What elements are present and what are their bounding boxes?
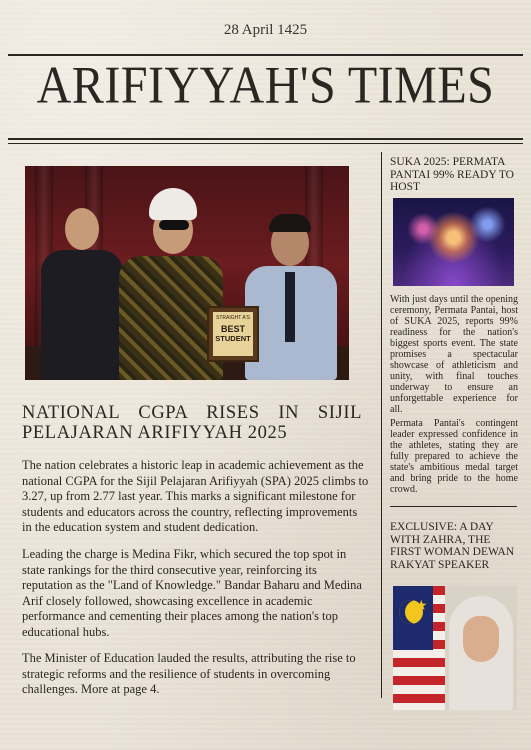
main-paragraph-1: The nation celebrates a historic leap in academic achievement as the national CGPA for the Sijil Pelajaran Arifiyyah (SPA) 2025 climbs to 3.27, up from 2.77 last year. This marks a significant milestone for students and educators across the country, reflecting improvements in the education system and student dedication.: [22, 458, 369, 534]
star-icon: ★: [415, 599, 428, 614]
sidebar-story1-paragraph-2: Permata Pantai's contingent leader expressed confidence in the athletes, stating they are fully prepared to achieve the state's ambitious medal target and bring pride to the home crowd.: [390, 418, 518, 495]
sidebar-story1-paragraph-1: With just days until the opening ceremony, Permata Pantai, host of SUKA 2025, reports 99% readiness for the nation's biggest sports event. The state promises a spectacular showcase of athleticism and unity, with final touches underway to ensure an unforgettable experience for all.: [390, 294, 518, 415]
zahra-portrait-photo: [393, 586, 517, 710]
column-divider: [381, 152, 382, 698]
main-paragraph-2: Leading the charge is Medina Fikr, which secured the top spot in state rankings for the third consecutive year, reinforcing its reputation as the "Land of Knowledge." Bandar Baharu and Medina Arif closely followed, showcasing excellence in academic performance and cementing their places among the nation's top educational hubs.: [22, 547, 362, 639]
sidebar-story1-title: SUKA 2025: PERMATA PANTAI 99% READY TO HOST: [390, 156, 514, 193]
issue-date: 28 April 1425: [223, 22, 308, 38]
masthead-bottom-rule: [8, 138, 523, 140]
best-student-plaque: [207, 306, 259, 362]
main-headline: NATIONAL CGPA RISES IN SIJIL PELAJARAN ARIFIYYAH 2025: [22, 403, 362, 443]
main-story-photo: [25, 166, 349, 380]
person-official: [35, 190, 125, 380]
sidebar-divider: [390, 506, 517, 507]
masthead-bottom-rule-thin: [8, 143, 523, 144]
flag-canton: [393, 586, 433, 650]
fireworks-photo: [393, 198, 514, 286]
main-paragraph-3: The Minister of Education lauded the results, attributing the rise to strategic reforms and the resilience of students in overcoming challenges. More at page 4.: [22, 651, 356, 696]
plaque-text-best: BEST: [220, 324, 245, 334]
plaque-text-top: STRAIGHT A'S: [216, 315, 250, 321]
masthead-title: ARIFIYYAH'S TIMES: [36, 56, 495, 115]
sidebar-story2-title: EXCLUSIVE: A DAY WITH ZAHRA, THE FIRST WOMAN DEWAN RAKYAT SPEAKER: [390, 521, 515, 571]
face-shape: [463, 616, 499, 662]
plaque-text-student: STUDENT: [215, 334, 251, 343]
